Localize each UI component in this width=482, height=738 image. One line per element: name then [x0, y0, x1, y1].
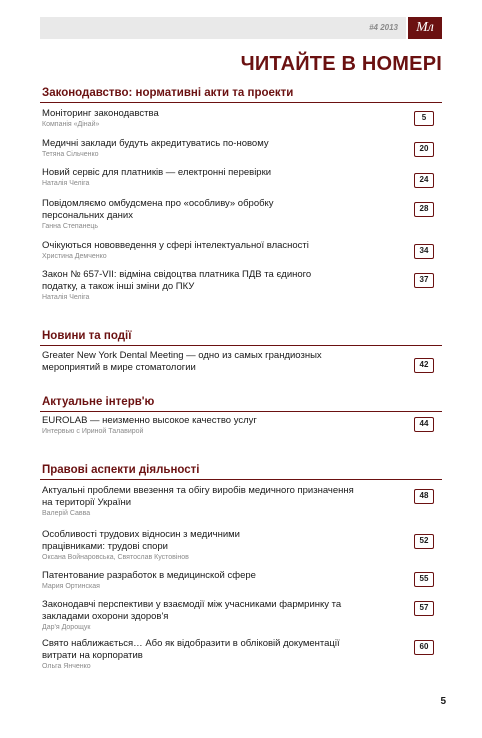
article-author: Ольга Янченко	[42, 663, 91, 670]
toc-item[interactable]	[40, 415, 442, 436]
toc-item[interactable]	[40, 269, 442, 302]
article-title: Медичні заклади будуть акредитуватись по-новому	[42, 138, 269, 149]
article-author: Оксана Войнаровська, Святослав Кустовінов	[42, 554, 189, 561]
page-badge[interactable]: 60	[414, 640, 434, 655]
page-badge[interactable]: 37	[414, 273, 434, 288]
toc-item[interactable]	[40, 529, 442, 562]
page-badge[interactable]: 55	[414, 572, 434, 587]
page-badge[interactable]: 34	[414, 244, 434, 259]
top-bar	[40, 17, 442, 39]
toc-item[interactable]	[40, 350, 442, 374]
section-title: Актуальне інтерв'ю	[40, 395, 442, 412]
article-author: Дар'я Дорощук	[42, 624, 91, 631]
article-author: Тетяна Сільченко	[42, 151, 99, 158]
toc-item[interactable]	[40, 240, 442, 261]
article-title: Закон № 657-VII: відміна свідоцтва платника ПДВ та єдиного податку, а також інші зміни до ПКУ	[42, 269, 312, 292]
toc-item[interactable]	[40, 570, 442, 591]
section-title: Новини та події	[40, 329, 442, 346]
toc-item[interactable]	[40, 198, 442, 231]
article-title: Законодавчі перспективи у взаємодії між учасниками фармринку та закладами охорони здоров'я	[42, 599, 342, 622]
toc-item[interactable]	[40, 167, 442, 188]
article-title: Новий сервіс для платників — електронні перевірки	[42, 167, 272, 178]
article-author: Наталія Челіга	[42, 294, 90, 301]
magazine-logo: Мл	[408, 17, 442, 39]
article-author: Мария Ортинская	[42, 583, 100, 590]
section-legal-aspects	[40, 463, 442, 670]
article-title: Моніторинг законодавства	[42, 108, 159, 119]
article-title: Актуальні проблеми ввезення та обігу виробів медичного призначення на території України	[42, 485, 354, 508]
article-title: Очікуються нововведення у сфері інтелектуальної власності	[42, 240, 309, 251]
article-author: Компанія «Дінай»	[42, 121, 100, 128]
section-title: Законодавство: нормативні акти та проекти	[40, 86, 442, 103]
toc-item[interactable]	[40, 638, 442, 671]
article-author: Ганна Степанець	[42, 223, 99, 230]
section-title: Правові аспекти діяльності	[40, 463, 442, 480]
page-badge[interactable]: 5	[414, 111, 434, 126]
page-badge[interactable]: 57	[414, 601, 434, 616]
page-badge[interactable]: 44	[414, 417, 434, 432]
page-title: ЧИТАЙТЕ В НОМЕРІ	[240, 53, 442, 75]
article-title: Повідомляємо омбудсмена про «особливу» обробку персональних даних	[42, 198, 274, 221]
issue-label: #4 2013	[40, 17, 406, 39]
section-legislation	[40, 86, 442, 301]
article-author: Христина Демченко	[42, 253, 107, 260]
toc-item[interactable]	[40, 599, 442, 632]
page-number: 5	[440, 696, 446, 707]
article-author: Валерій Савва	[42, 510, 91, 517]
article-title: EUROLAB — неизменно высокое качество услуг	[42, 415, 257, 426]
toc-item[interactable]	[40, 138, 442, 159]
page-badge[interactable]: 42	[414, 358, 434, 373]
section-interview	[40, 395, 442, 435]
page-badge[interactable]: 20	[414, 142, 434, 157]
section-news	[40, 329, 442, 373]
page-badge[interactable]: 28	[414, 202, 434, 217]
page-badge[interactable]: 24	[414, 173, 434, 188]
article-title: Свято наближається… Або як відобразити в обліковій документації витрати на корпоратив	[42, 638, 340, 661]
article-author: Интервью с Ириной Талавирой	[42, 428, 144, 435]
page-badge[interactable]: 52	[414, 534, 434, 549]
toc-item[interactable]	[40, 485, 442, 518]
article-title: Патентование разработок в медицинской сфере	[42, 570, 256, 581]
page-badge[interactable]: 48	[414, 489, 434, 504]
toc-item[interactable]	[40, 108, 442, 129]
article-title: Greater New York Dental Meeting — одно из самых грандиозных мероприятий в мире стоматологии	[42, 350, 322, 373]
article-author: Наталія Челіга	[42, 180, 90, 187]
article-title: Особливості трудових відносин з медичними працівниками: трудові спори	[42, 529, 240, 552]
